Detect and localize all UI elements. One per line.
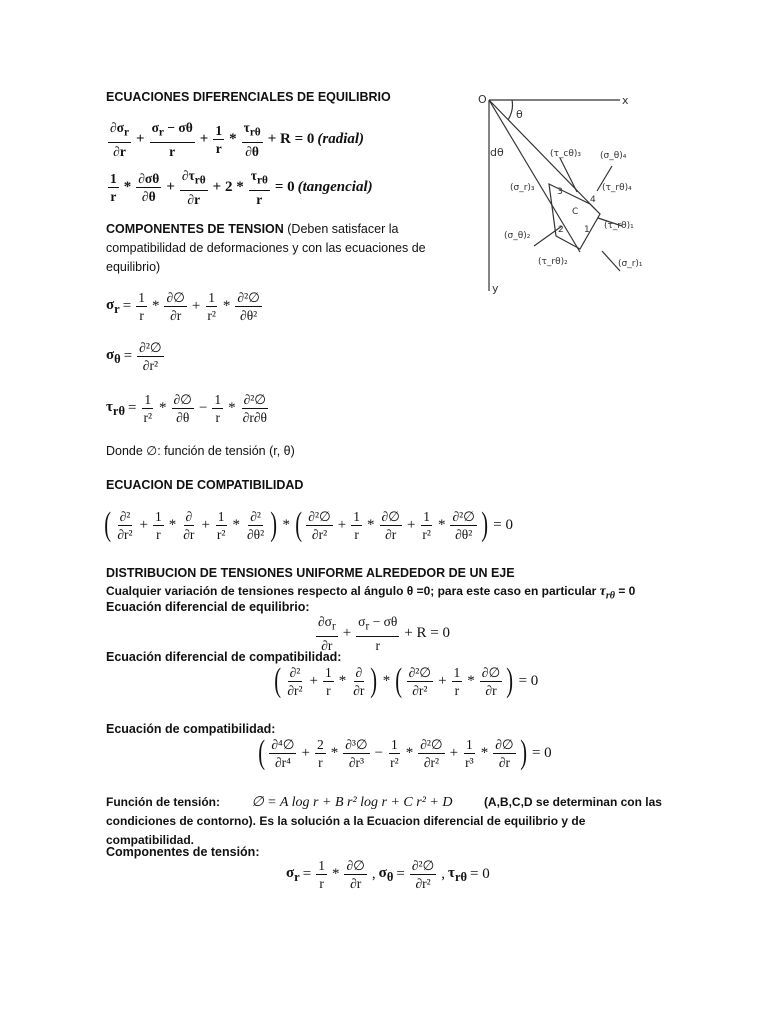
donde-line: Donde ∅: función de tensión (r, θ) <box>106 444 295 458</box>
dtheta-label: dθ <box>490 146 504 159</box>
tangencial-tag: (tangencial) <box>297 178 373 195</box>
equation-compat-uniforme: ( $\frac{\text{∂²}}{\text{∂r²}}$ + $\frac{1}{r}$ * $\frac{\partial}{\partial r}$ ) * ( $\frac{\text{∂²∅}}{\text{∂r²}}$ + $\frac{1}{r}$ * $\frac{\partial\emptyset}{\partial r}$ ) = 0 <box>274 662 539 699</box>
face-2: 2 <box>558 225 564 235</box>
componentes-line3: equilibrio) <box>106 260 161 274</box>
equation-equilibrio-uniforme: $\frac{\partial\sigma_r}{\partial r}$ + $\frac{\sigma_r - \sigma\theta}{r}$ + R = 0 <box>318 614 450 653</box>
heading-ec-compat: Ecuación de compatibilidad: <box>106 722 276 736</box>
heading-ec-dif-compat: Ecuación diferencial de compatibilidad: <box>106 650 342 664</box>
heading-equilibrio: ECUACIONES DIFERENCIALES DE EQUILIBRIO <box>106 90 391 104</box>
tau-c-theta-3: (τ_cθ)₃ <box>550 149 582 159</box>
sigma-r-3: (σ_r)₃ <box>510 183 535 193</box>
funcion-note: (A,B,C,D se determinan con las <box>483 795 662 809</box>
x-label: x <box>622 94 629 107</box>
tau-r-theta-2: (τ_rθ)₂ <box>538 257 568 267</box>
origin-label: O <box>478 93 487 106</box>
heading-componentes: COMPONENTES DE TENSION <box>106 222 284 236</box>
equation-radial: $\frac{\partial\sigma_r}{\partial r}$ + $\frac{\sigma_r - \sigma\theta}{r}$ + $\frac{1}{r}$ * $\frac{\tau_{r\theta}}{\partial\theta}$ + R = 0 (radial) <box>110 120 365 159</box>
tau-symbol: τ <box>599 584 606 599</box>
equation-componentes-final: $\sigma_r$ = $\frac{1}{r}$ * $\frac{\partial\emptyset}{\partial r}$ , $\sigma_\theta$ = $\frac{\text{∂²∅}}{\text{∂r²}}$ , $\tau_{r\theta}$ = 0 <box>286 858 490 891</box>
radial-tag: (radial) <box>317 130 365 147</box>
heading-distribucion: DISTRIBUCION DE TENSIONES UNIFORME ALREDEDOR DE UN EJE <box>106 566 515 580</box>
heading-componentes-tension: Componentes de tensión: <box>106 845 260 859</box>
funcion-line2: condiciones de contorno). Es la solución a la Ecuacion diferencial de equilibrio y de compatibilidad. <box>106 814 586 847</box>
equation-sigma-r: $\sigma_r$ = $\frac{1}{r}$ * $\frac{\partial\emptyset}{\partial r}$ + $\frac{1}{\text{r²}}$ * $\frac{\text{∂²∅}}{\text{∂θ²}}$ <box>106 290 260 323</box>
equation-tau-r-theta: $\tau_{r\theta}$ = $\frac{1}{\text{r²}}$ * $\frac{\partial\emptyset}{\partial\theta}$ − $\frac{1}{r}$ * $\frac{\text{∂²∅}}{\partial r\partial\theta}$ <box>106 392 267 425</box>
equation-sigma-theta: $\sigma_\theta$ = $\frac{\text{∂²∅}}{\text{∂r²}}$ <box>106 340 162 373</box>
ray-2 <box>489 100 580 252</box>
equation-compat-4th: ( $\frac{\text{∂⁴∅}}{\text{∂r⁴}}$ + $\frac{2}{r}$ * $\frac{\text{∂³∅}}{\text{∂r³}}$ − $\frac{1}{\text{r²}}$ * $\frac{\text{∂²∅}}{\text{∂r²}}$ + $\frac{1}{\text{r³}}$ * $\frac{\partial\emptyset}{\partial r}$ ) = 0 <box>258 734 552 771</box>
sigma-theta-4: (σ_θ)₄ <box>600 151 627 161</box>
sigma-theta-2: (σ_θ)₂ <box>504 231 531 241</box>
heading-ec-equilibrio: Ecuación diferencial de equilibrio: <box>106 600 310 614</box>
theta-label: θ <box>516 108 523 121</box>
funcion-equation: ∅ = A log r + B r² log r + C r² + D <box>251 795 453 810</box>
equation-compatibilidad: ( $\frac{\text{∂²}}{\text{∂r²}}$ + $\frac{1}{r}$ * $\frac{\partial}{\partial r}$ + $\frac{1}{\text{r²}}$ * $\frac{\text{∂²}}{\text{∂θ²}}$ ) * ( $\frac{\text{∂²∅}}{\text{∂r²}}$ + $\frac{1}{r}$ * $\frac{\partial\emptyset}{\partial r}$ + $\frac{1}{\text{r²}}$ * $\frac{\text{∂²∅}}{\text{∂θ²}}$ ) = 0 <box>104 506 513 543</box>
tau-zero: = 0 <box>614 584 636 598</box>
face-3: 3 <box>557 187 563 197</box>
face-1: 1 <box>584 225 590 235</box>
cualquier-text: Cualquier variación de tensiones respecto al ángulo θ =0; para este caso en particular <box>106 584 597 598</box>
stress-element-diagram <box>472 86 662 300</box>
tau-r-theta-4: (τ_rθ)₄ <box>602 183 632 193</box>
heading-compatibilidad: ECUACION DE COMPATIBILIDAD <box>106 478 304 492</box>
tau-r-theta-1: (τ_rθ)₁ <box>604 221 634 231</box>
funcion-label: Función de tensión: <box>106 795 220 809</box>
funcion-paragraph <box>106 793 662 850</box>
cualquier-line: Cualquier variación de tensiones respecto al ángulo θ =0; para este caso en particular $\tau_{r\theta} = 0$ <box>106 584 636 602</box>
sigma-r-1: (σ_r)₁ <box>618 259 643 269</box>
componentes-paragraph <box>106 220 446 277</box>
face-4: 4 <box>590 195 596 205</box>
componentes-note: (Deben satisfacer la <box>283 222 399 236</box>
componentes-line2: compatibilidad de deformaciones y con las ecuaciones de <box>106 241 426 255</box>
center-c: C <box>572 207 579 217</box>
equation-tangencial: $\frac{1}{r}$ * $\frac{\partial\sigma\theta}{\partial\theta}$ + $\frac{\partial\tau_{r\theta}}{\partial r}$ + 2 * $\frac{\tau_{r\theta}}{r}$ = 0 (tangencial) <box>110 168 373 207</box>
theta-arc <box>508 100 513 120</box>
y-label: y <box>492 282 499 295</box>
